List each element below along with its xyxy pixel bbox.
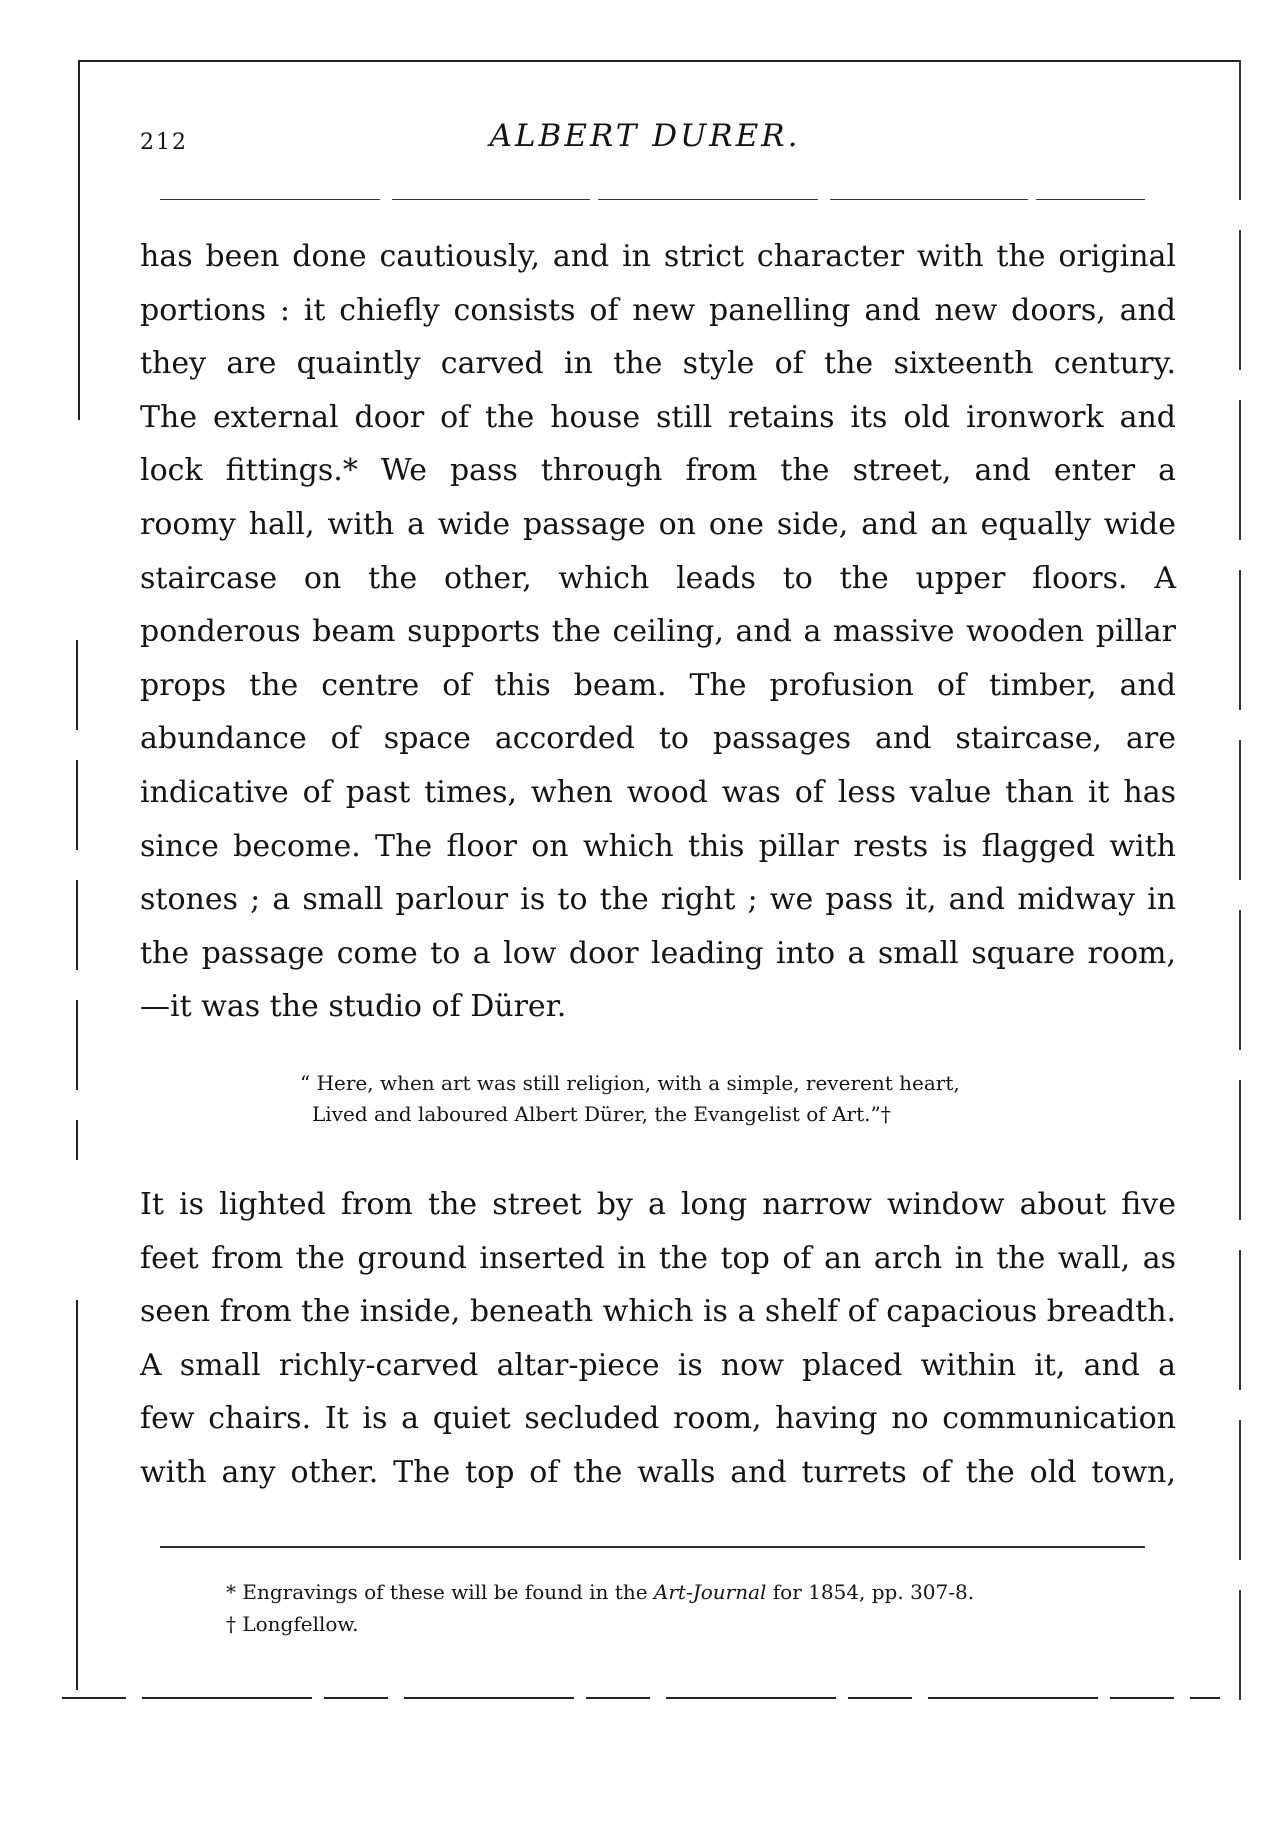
page-frame-left-rule <box>78 60 80 420</box>
text-line: seen from the inside, beneath which is a shelf of capacious breadth. <box>140 1294 1177 1330</box>
text-line: since become. The floor on which this pillar rests is flagged with <box>140 828 1176 864</box>
text-line: A small richly-carved altar-piece is now placed within it, and a <box>140 1347 1176 1383</box>
footnotes <box>226 1576 1126 1640</box>
text-line: —it was the studio of Dürer. <box>140 989 567 1025</box>
page-number: 212 <box>140 130 188 155</box>
footnote-1-prefix: * Engravings of these will be found in the <box>226 1580 654 1604</box>
text-line: feet from the ground inserted in the top of an arch in the wall, as <box>140 1240 1176 1276</box>
footnote-divider <box>160 1546 1145 1548</box>
footnote-1-suffix: for 1854, pp. 307-8. <box>766 1580 975 1604</box>
text-line: the passage come to a low door leading into a small square room, <box>140 935 1176 971</box>
text-line: portions : it chiefly consists of new panelling and new doors, and <box>140 292 1176 328</box>
text-line: abundance of space accorded to passages and staircase, are <box>140 721 1176 757</box>
verse-line: “ Here, when art was still religion, with a simple, reverent heart, <box>300 1071 960 1095</box>
text-line: has been done cautiously, and in strict character with the original <box>140 239 1176 274</box>
text-line: It is lighted from the street by a long narrow window about five <box>140 1187 1176 1222</box>
verse-quotation <box>300 1068 1060 1130</box>
body-paragraph-2 <box>140 1178 1176 1500</box>
page-frame-top-rule <box>78 60 1241 62</box>
text-line: they are quaintly carved in the style of the sixteenth century. <box>140 346 1176 382</box>
text-line: lock fittings.* We pass through from the street, and enter a <box>140 453 1176 489</box>
text-line: The external door of the house still retains its old ironwork and <box>140 399 1176 435</box>
text-line: with any other. The top of the walls and turrets of the old town, <box>140 1454 1176 1490</box>
text-line: staircase on the other, which leads to the upper floors. A <box>140 560 1176 596</box>
text-line: indicative of past times, when wood was of less value than it has <box>140 774 1176 810</box>
page-frame-left-rule-lower <box>76 640 78 1160</box>
header-divider <box>160 199 1145 200</box>
page-frame-right-rule <box>1239 60 1241 1700</box>
footnote-2: † Longfellow. <box>226 1612 359 1636</box>
text-line: stones ; a small parlour is to the right ; we pass it, and midway in <box>140 882 1176 918</box>
text-line: roomy hall, with a wide passage on one side, and an equally wide <box>140 506 1176 542</box>
page-frame-bottom-rule <box>62 1697 1220 1699</box>
text-line: few chairs. It is a quiet secluded room, having no communication <box>140 1401 1176 1437</box>
page-frame-left-rule-bottom <box>76 1300 78 1690</box>
body-paragraph-1 <box>140 230 1176 1034</box>
text-line: props the centre of this beam. The profusion of timber, and <box>140 667 1176 703</box>
running-title: ALBERT DURER. <box>489 118 801 154</box>
text-line: ponderous beam supports the ceiling, and a massive wooden pillar <box>140 614 1176 650</box>
footnote-1 <box>226 1576 1126 1608</box>
footnote-1-journal-title: Art-Journal <box>653 1580 767 1604</box>
verse-line: Lived and laboured Albert Dürer, the Evangelist of Art.”† <box>312 1102 891 1126</box>
page-header <box>140 118 1150 168</box>
